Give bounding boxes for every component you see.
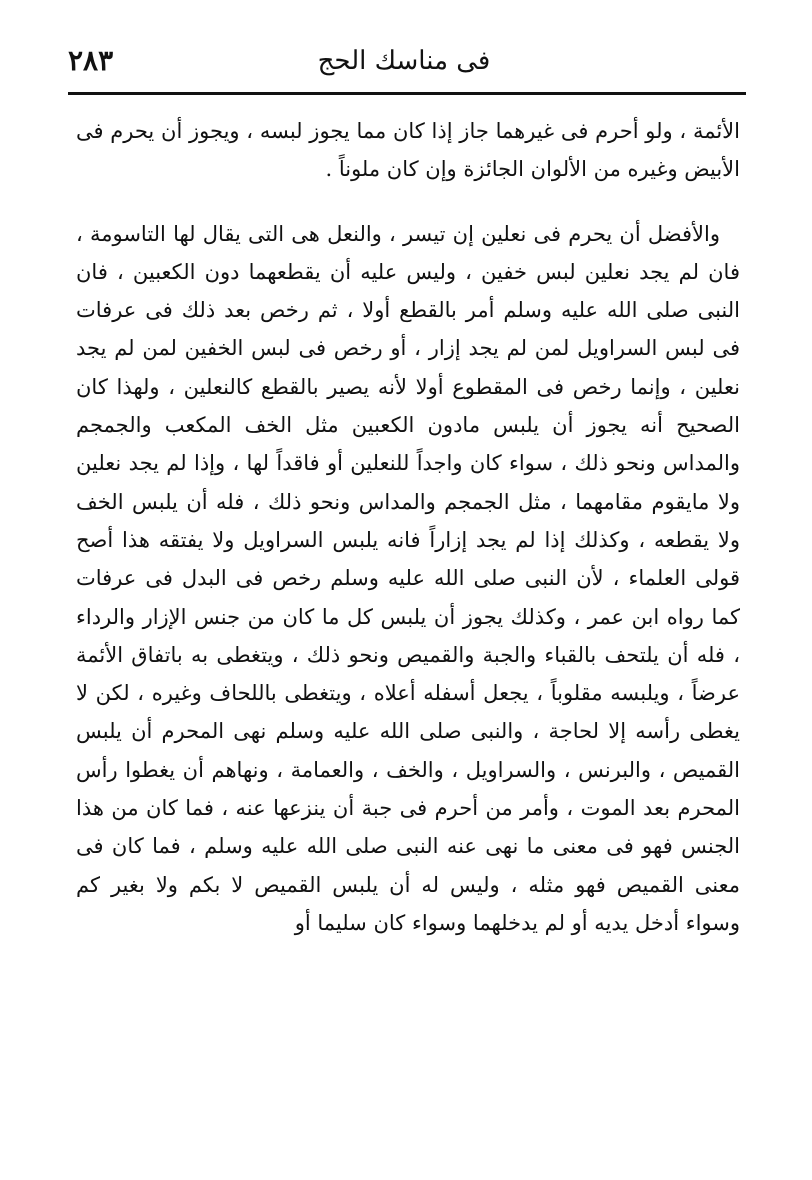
body-text	[76, 112, 740, 942]
page-number: ٢٨٣	[68, 44, 114, 77]
running-title: فى مناسك الحج	[317, 46, 491, 76]
paragraph-1: الأئمة ، ولو أحرم فى غيرهما جاز إذا كان مما يجوز لبسه ، ويجوز أن يحرم فى الأبيض وغيره من الألوان الجائزة وإن كان ملوناً .	[76, 119, 740, 182]
paragraph-2: والأفضل أن يحرم فى نعلين إن تيسر ، والنعل هى التى يقال لها التاسومة ، فان لم يجد نعلين لبس خفين ، وليس عليه أن يقطعهما دون الكعبين ، فان النبى صلى الله عليه وسلم أمر بالقطع أولا ، ثم رخص بعد ذلك فى عرفات فى لبس السراويل لمن لم يجد إزار ، أو رخص فى لبس الخفين لمن لم يجد نعلين ، وإنما رخص فى المقطوع أولا لأنه يصير بالقطع كالنعلين ، ولهذا كان الصحيح أنه يجوز أن يلبس مادون الكعبين مثل الخف المكعب والجمجم والمداس ونحو ذلك ، سواء كان واجداً للنعلين أو فاقداً لها ، وإذا لم يجد نعلين ولا مايقوم مقامهما ، مثل الجمجم والمداس ونحو ذلك ، فله أن يلبس الخف ولا يقطعه ، وكذلك إذا لم يجد إزاراً فانه يلبس السراويل ولا يفتقه هذا أصح قولى العلماء ، لأن النبى صلى الله عليه وسلم رخص فى البدل فى عرفات كما رواه ابن عمر ، وكذلك يجوز أن يلبس كل ما كان من جنس الإزار والرداء ، فله أن يلتحف بالقباء والجبة والقميص ونحو ذلك ، ويتغطى به باتفاق الأئمة عرضاً ، ويلبسه مقلوباً ، يجعل أسفله أعلاه ، ويتغطى باللحاف وغيره ، لكن لا يغطى رأسه إلا لحاجة ، والنبى صلى الله عليه وسلم نهى المحرم أن يلبس القميص ، والبرنس ، والسراويل ، والخف ، والعمامة ، ونهاهم أن يغطوا رأس المحرم بعد الموت ، وأمر من أحرم فى جبة أن ينزعها عنه ، فما كان من هذا الجنس فهو فى معنى ما نهى عنه النبى صلى الله عليه وسلم ، فما كان فى معنى القميص فهو مثله ، وليس له أن يلبس القميص لا بكم ولا بغير كم وسواء أدخل يديه أو لم يدخلهما وسواء كان سليما أو	[76, 221, 740, 935]
header-rule	[68, 92, 746, 95]
page-header	[68, 40, 740, 90]
paragraph-continuation	[76, 112, 740, 189]
paragraph-gap	[76, 189, 740, 215]
